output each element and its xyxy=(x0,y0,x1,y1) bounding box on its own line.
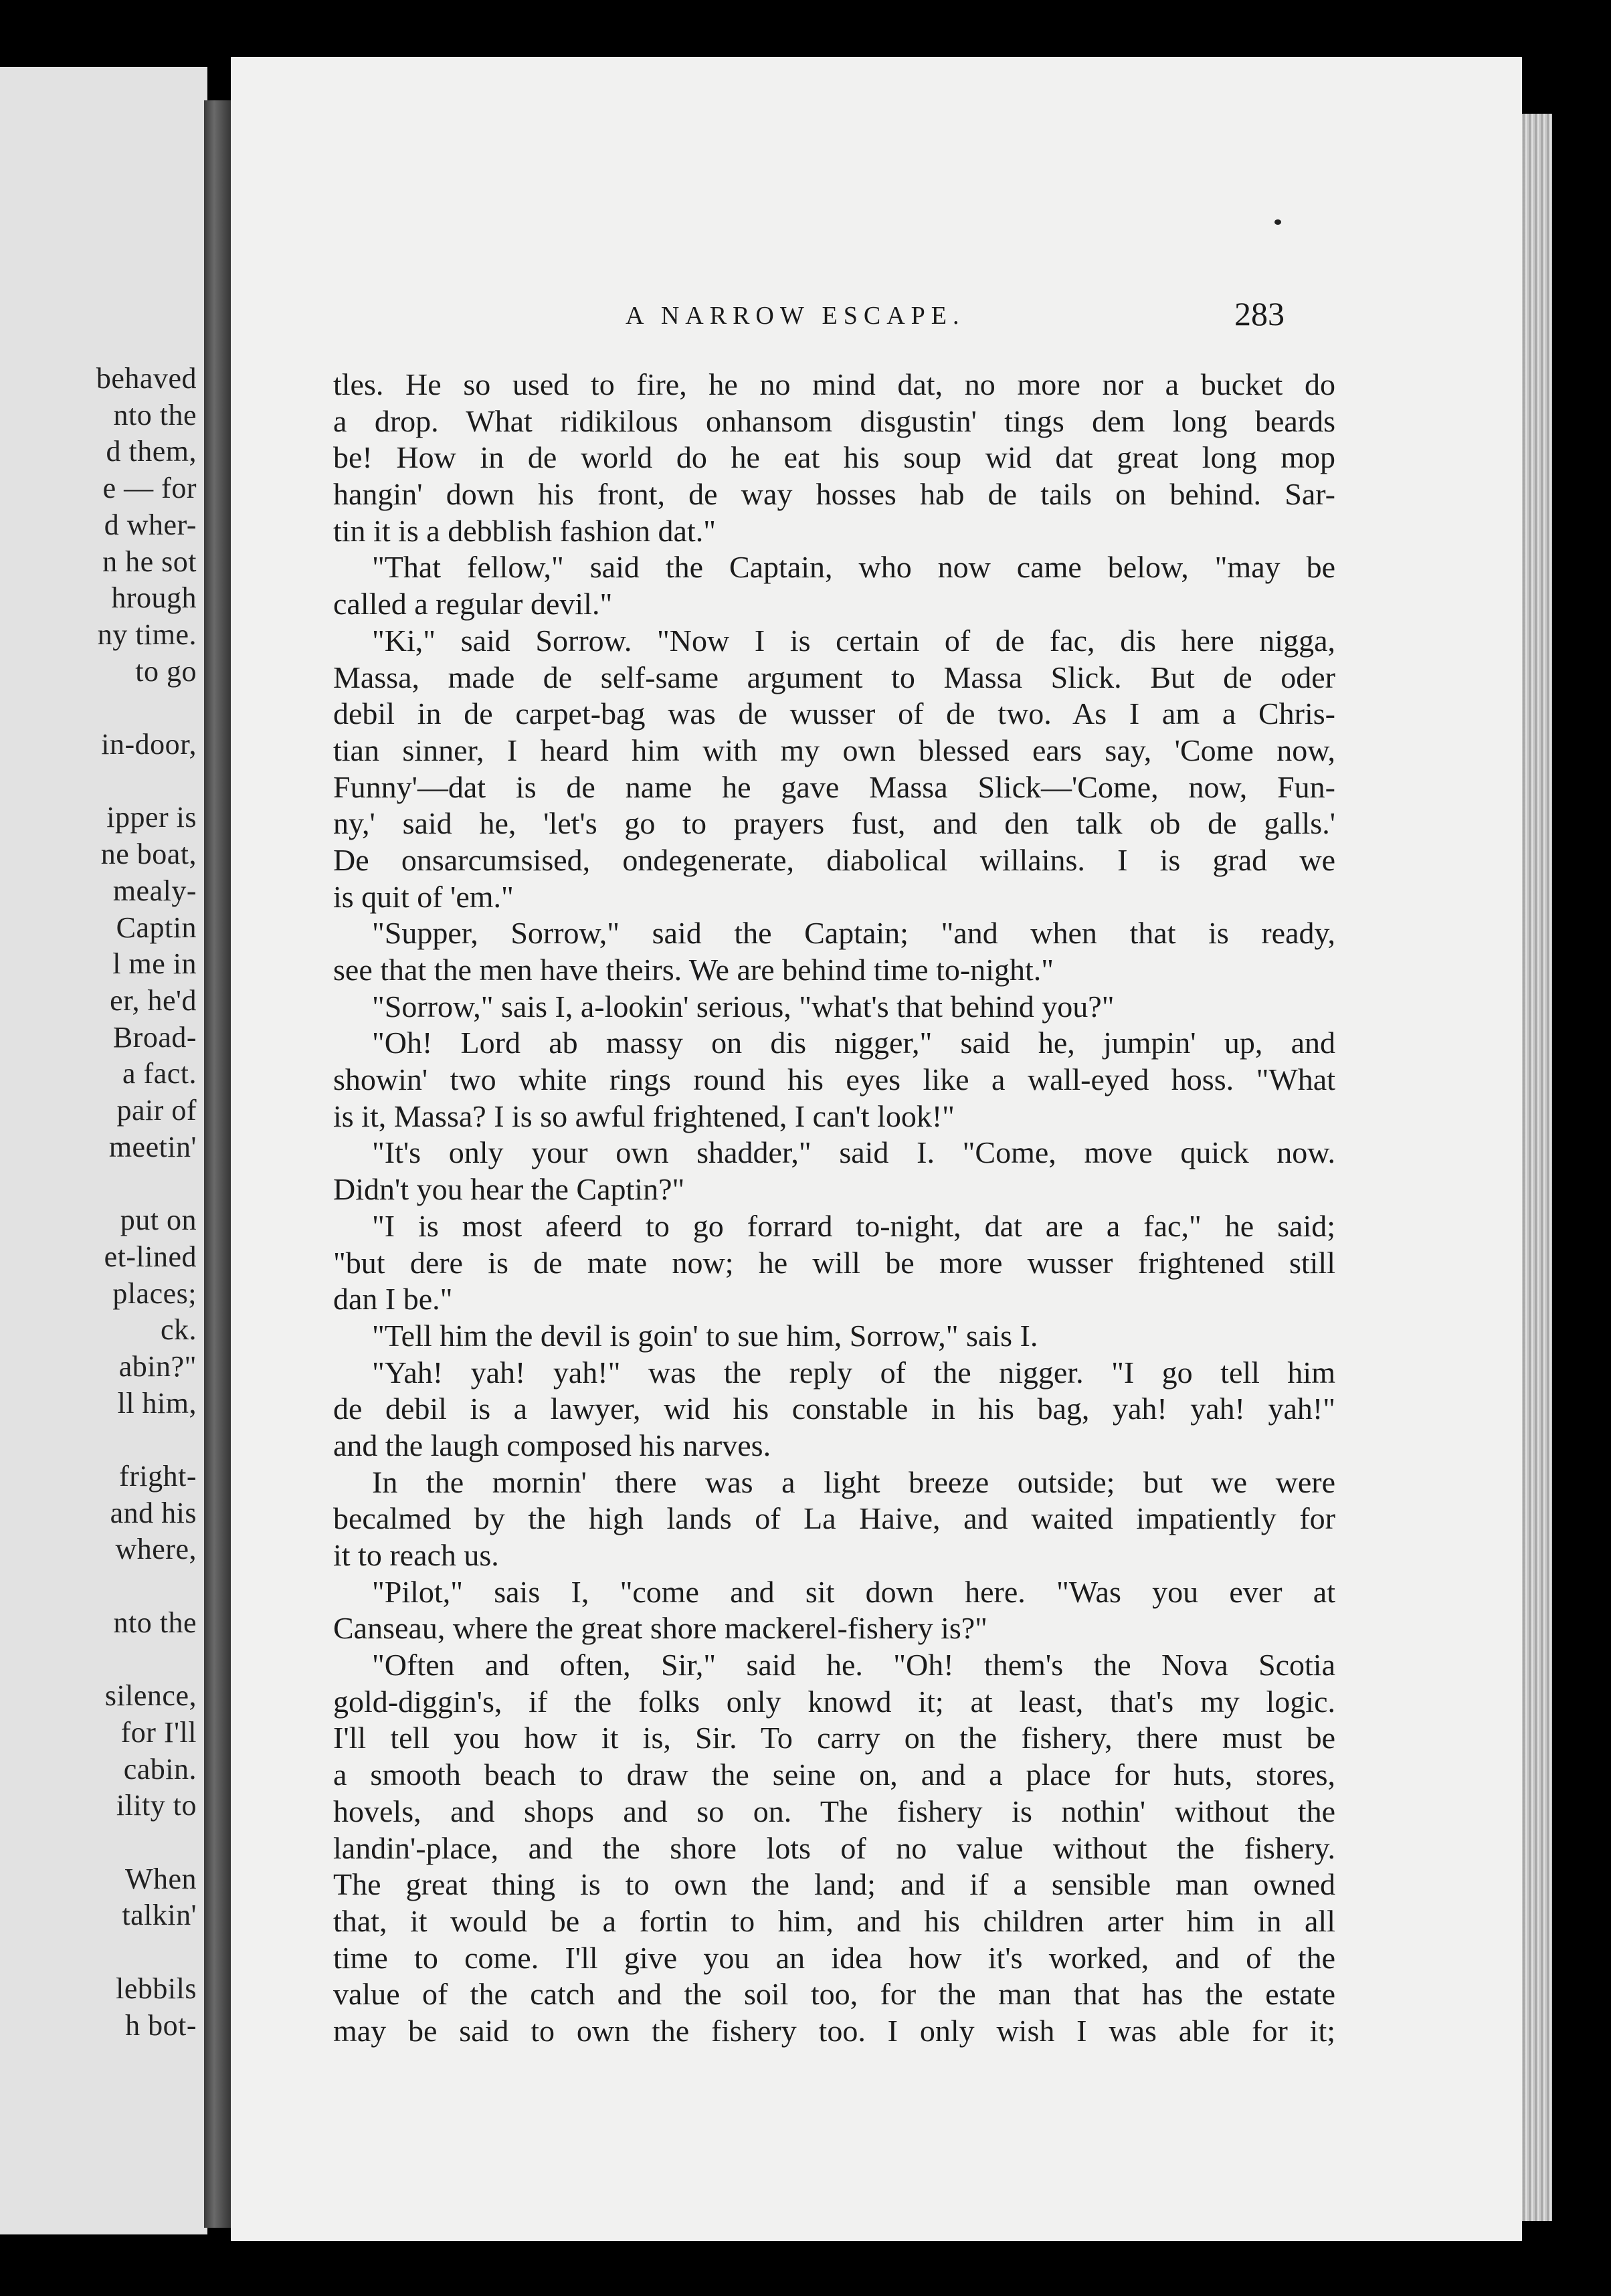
previous-page-line: cabin. xyxy=(123,1752,197,1786)
text-line: "It's only your own shadder," said I. "Come, move quick now. xyxy=(372,1135,1335,1170)
page-edges xyxy=(1522,114,1552,2221)
previous-page-line: When xyxy=(124,1862,197,1895)
previous-page-line: Captin xyxy=(116,911,197,944)
text-line: I'll tell you how it is, Sir. To carry on the fishery, there must be xyxy=(333,1721,1335,1755)
previous-page-line: Broad- xyxy=(112,1020,197,1054)
text-line: de debil is a lawyer, wid his constable in his bag, yah! yah! yah!" xyxy=(333,1392,1335,1426)
text-line: "but dere is de mate now; he will be more wusser frightened still xyxy=(333,1245,1335,1280)
previous-page-line: and his xyxy=(110,1496,197,1529)
previous-page-line: abin?" xyxy=(118,1349,197,1383)
text-line: hangin' down his front, de way hosses hab de tails on behind. Sar- xyxy=(333,477,1335,512)
text-line: Canseau, where the great shore mackerel-fishery is?" xyxy=(333,1611,987,1646)
text-line: "That fellow," said the Captain, who now came below, "may be xyxy=(372,550,1335,585)
text-line: De onsarcumsised, ondegenerate, diabolical willains. I is grad we xyxy=(333,842,1335,877)
previous-page-line: lebbils xyxy=(116,1972,197,2005)
previous-page-line: n he sot xyxy=(102,545,197,578)
previous-page-edge xyxy=(0,67,207,2234)
text-line: "Yah! yah! yah!" was the reply of the nigger. "I go tell him xyxy=(372,1355,1335,1390)
running-title: A NARROW ESCAPE. xyxy=(626,302,965,330)
text-line: called a regular devil." xyxy=(333,587,613,621)
text-line: tin it is a debblish fashion dat." xyxy=(333,513,716,548)
text-line: landin'-place, and the shore lots of no value without the fishery. xyxy=(333,1830,1335,1865)
previous-page-line: ne boat, xyxy=(100,838,197,871)
previous-page-line: h bot- xyxy=(125,2008,197,2042)
text-line: "Pilot," sais I, "come and sit down here. "Was you ever at xyxy=(372,1574,1335,1609)
page-number: 283 xyxy=(1234,295,1285,332)
text-line: showin' two white rings round his eyes like a wall-eyed hoss. "What xyxy=(333,1062,1335,1097)
text-line: "I is most afeerd to go forrard to-night, dat are a fac," he said; xyxy=(372,1208,1335,1243)
previous-page-line: nto the xyxy=(113,398,197,432)
previous-page-line: put on xyxy=(120,1204,197,1237)
previous-page-line: ny time. xyxy=(97,617,197,651)
text-line: gold-diggin's, if the folks only knowd it; at least, that's my logic. xyxy=(333,1684,1335,1719)
text-line: "Tell him the devil is goin' to sue him, Sorrow," sais I. xyxy=(372,1318,1038,1353)
text-line: Didn't you hear the Captin?" xyxy=(333,1172,685,1207)
text-line: "Sorrow," sais I, a-lookin' serious, "what's that behind you?" xyxy=(372,989,1115,1024)
previous-page-line: mealy- xyxy=(112,874,197,907)
text-line: "Often and often, Sir," said he. "Oh! them's the Nova Scotia xyxy=(372,1648,1335,1683)
text-line: see that the men have theirs. We are behind time to-night." xyxy=(333,953,1054,987)
text-line: it to reach us. xyxy=(333,1538,499,1572)
previous-page-line: in-door, xyxy=(101,728,197,761)
text-line: dan I be." xyxy=(333,1282,453,1317)
text-line: tian sinner, I heard him with my own blessed ears say, 'Come now, xyxy=(333,733,1335,767)
text-line: is quit of 'em." xyxy=(333,879,514,914)
text-line: be! How in de world do he eat his soup wid dat great long mop xyxy=(333,440,1335,475)
previous-page-line: hrough xyxy=(111,581,197,615)
text-line: In the mornin' there was a light breeze outside; but we were xyxy=(372,1464,1335,1499)
previous-page-line: ility to xyxy=(116,1789,197,1822)
text-line: "Oh! Lord ab massy on dis nigger," said he, jumpin' up, and xyxy=(372,1026,1335,1060)
ink-speck xyxy=(1274,219,1281,225)
previous-page-line: et-lined xyxy=(104,1240,197,1273)
text-line: "Ki," said Sorrow. "Now I is certain of de fac, dis here nigga, xyxy=(372,623,1335,658)
text-line: debil in de carpet-bag was de wusser of de two. As I am a Chris- xyxy=(333,696,1335,731)
previous-page-line: d them, xyxy=(106,435,197,468)
previous-page-line: nto the xyxy=(113,1606,197,1639)
previous-page-line: where, xyxy=(115,1533,197,1566)
previous-page-line: ipper is xyxy=(106,801,197,834)
text-line: is it, Massa? I is so awful frightened, I can't look!" xyxy=(333,1098,955,1133)
text-line: a drop. What ridikilous onhansom disgustin' tings dem long beards xyxy=(333,403,1335,438)
previous-page-line: a fact. xyxy=(122,1057,197,1090)
text-line: that, it would be a fortin to him, and his children arter him in all xyxy=(333,1903,1335,1938)
previous-page-line: fright- xyxy=(119,1460,197,1493)
previous-page-line: er, he'd xyxy=(110,983,197,1017)
previous-page-line: l me in xyxy=(112,947,197,981)
text-line: tles. He so used to fire, he no mind dat, no more nor a bucket do xyxy=(333,367,1335,401)
previous-page-line: meetin' xyxy=(108,1130,197,1163)
text-line: Funny'—dat is de name he gave Massa Slick—'Come, now, Fun- xyxy=(333,769,1335,804)
text-line: a smooth beach to draw the seine on, and a place for huts, stores, xyxy=(333,1757,1335,1792)
previous-page-line: behaved xyxy=(96,362,197,395)
text-line: "Supper, Sorrow," said the Captain; "and when that is ready, xyxy=(372,916,1335,951)
page-text xyxy=(333,367,1335,2050)
text-line: Massa, made de self-same argument to Massa Slick. But de oder xyxy=(333,660,1335,694)
previous-page-line: to go xyxy=(135,654,197,688)
text-line: may be said to own the fishery too. I only wish I was able for it; xyxy=(333,2013,1335,2048)
text-line: becalmed by the high lands of La Haive, and waited impatiently for xyxy=(333,1501,1335,1536)
previous-page-line: for I'll xyxy=(120,1715,197,1749)
text-line: value of the catch and the soil too, for the man that has the estate xyxy=(333,1977,1335,2012)
previous-page-line: talkin' xyxy=(122,1899,197,1932)
previous-page-line: ll him, xyxy=(117,1386,197,1420)
previous-page-line: ck. xyxy=(160,1313,197,1347)
text-line: hovels, and shops and so on. The fishery is nothin' without the xyxy=(333,1794,1335,1828)
previous-page-line: d wher- xyxy=(104,508,197,541)
previous-page-line: pair of xyxy=(116,1094,197,1127)
text-line: The great thing is to own the land; and if a sensible man owned xyxy=(333,1867,1335,1902)
text-line: ny,' said he, 'let's go to prayers fust, and den talk ob de galls.' xyxy=(333,806,1335,841)
text-line: time to come. I'll give you an idea how it's worked, and of the xyxy=(333,1940,1335,1975)
previous-page-line: places; xyxy=(112,1276,197,1310)
previous-page-line: silence, xyxy=(104,1679,197,1713)
previous-page-line: e — for xyxy=(102,472,197,505)
text-line: and the laugh composed his narves. xyxy=(333,1428,771,1462)
